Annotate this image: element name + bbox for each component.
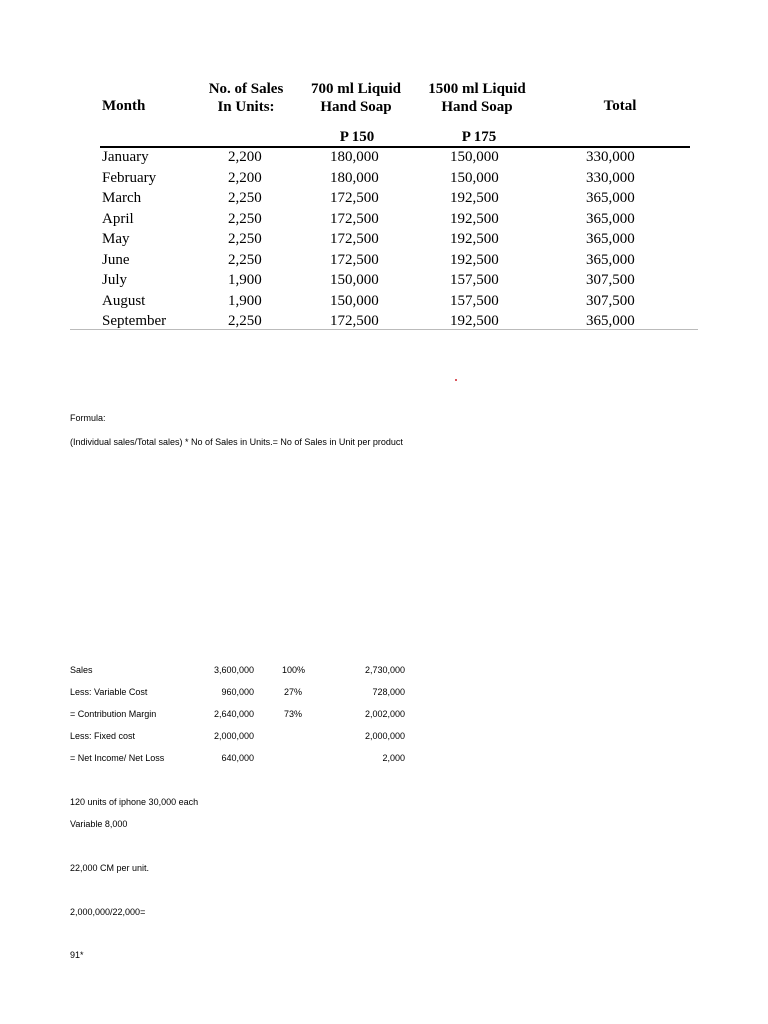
note-result: 91* [70, 950, 84, 960]
cell-month: January [102, 149, 149, 165]
header-month: Month [102, 98, 146, 114]
statement-percent: 73% [283, 709, 302, 719]
cell-month: February [102, 169, 157, 186]
cell-month: May [102, 231, 130, 247]
header-1500ml-line1: 1500 ml Liquid [428, 81, 526, 97]
cell-1500ml: 192,500 [450, 210, 499, 227]
statement-label: = Contribution Margin [70, 709, 157, 719]
header-700ml-line2: Hand Soap [320, 99, 392, 115]
cell-total: 365,000 [586, 210, 635, 227]
cell-total: 307,500 [586, 292, 635, 309]
cell-700ml: 180,000 [330, 169, 379, 186]
cell-total: 365,000 [586, 190, 635, 206]
note-cm: 22,000 CM per unit. [70, 863, 150, 873]
table-bottom-border [70, 329, 698, 330]
cell-total: 330,000 [586, 169, 635, 186]
cell-units: 1,900 [228, 272, 262, 288]
note-iphone: 120 units of iphone 30,000 each [70, 797, 199, 807]
cell-units: 2,250 [228, 210, 262, 227]
statement-amount-1: 2,640,000 [213, 709, 254, 719]
statement-row [70, 730, 430, 752]
income-statement [70, 664, 430, 774]
statement-label: Sales [70, 665, 93, 675]
cell-units: 2,250 [228, 251, 262, 268]
statement-amount-1: 3,600,000 [213, 665, 254, 675]
price-700ml: P 150 [339, 129, 375, 145]
header-units [208, 80, 284, 116]
cell-units: 2,250 [228, 313, 262, 329]
note-calc: 2,000,000/22,000= [70, 907, 146, 917]
cell-month: August [102, 292, 146, 309]
statement-percent: 100% [282, 665, 306, 675]
cell-700ml: 172,500 [330, 313, 379, 329]
table-row [70, 147, 698, 168]
table-body [70, 147, 698, 332]
cell-total: 365,000 [586, 231, 635, 247]
cell-700ml: 172,500 [330, 210, 379, 227]
cell-total: 307,500 [586, 272, 635, 288]
cell-700ml: 172,500 [330, 251, 379, 268]
statement-amount-1: 960,000 [221, 687, 254, 697]
cell-month: July [102, 272, 128, 288]
cell-units: 2,250 [228, 231, 262, 247]
cell-1500ml: 157,500 [450, 272, 499, 288]
statement-row [70, 708, 430, 730]
cell-700ml: 172,500 [330, 231, 379, 247]
cell-700ml: 180,000 [330, 149, 379, 165]
cell-1500ml: 192,500 [450, 231, 499, 247]
cell-month: March [102, 190, 142, 206]
table-row [70, 209, 698, 230]
statement-amount-2: 2,002,000 [364, 709, 405, 719]
statement-amount-2: 2,730,000 [364, 665, 405, 675]
cell-total: 330,000 [586, 149, 635, 165]
cell-1500ml: 192,500 [450, 190, 499, 206]
cell-total: 365,000 [586, 251, 635, 268]
table-row [70, 188, 698, 209]
cell-total: 365,000 [586, 313, 635, 329]
cell-1500ml: 150,000 [450, 149, 499, 165]
statement-row [70, 752, 430, 774]
cell-1500ml: 157,500 [450, 292, 499, 309]
header-700ml [306, 80, 406, 116]
cell-month: September [102, 313, 167, 329]
cell-1500ml: 192,500 [450, 313, 499, 329]
statement-amount-2: 2,000 [382, 753, 405, 763]
statement-label: Less: Variable Cost [70, 687, 148, 697]
cell-units: 2,200 [228, 149, 262, 165]
table-row [70, 270, 698, 291]
stray-dot [455, 379, 457, 381]
header-units-line2: In Units: [217, 99, 275, 115]
header-total: Total [603, 98, 637, 114]
statement-percent: 27% [283, 687, 302, 697]
header-units-line1: No. of Sales [208, 81, 284, 97]
table-row [70, 250, 698, 271]
statement-row [70, 686, 430, 708]
cell-700ml: 150,000 [330, 272, 379, 288]
formula-label: Formula: [70, 413, 106, 423]
cell-month: April [102, 210, 134, 227]
statement-amount-1: 2,000,000 [213, 731, 254, 741]
cell-1500ml: 192,500 [450, 251, 499, 268]
header-1500ml-line2: Hand Soap [441, 99, 513, 115]
cell-units: 2,250 [228, 190, 262, 206]
cell-700ml: 150,000 [330, 292, 379, 309]
table-row [70, 229, 698, 250]
statement-label: = Net Income/ Net Loss [70, 753, 165, 763]
price-1500ml: P 175 [461, 129, 497, 145]
statement-label: Less: Fixed cost [70, 731, 136, 741]
cell-700ml: 172,500 [330, 190, 379, 206]
header-700ml-line1: 700 ml Liquid [310, 81, 402, 97]
statement-row [70, 664, 430, 686]
header-1500ml [422, 80, 532, 116]
statement-amount-2: 728,000 [372, 687, 405, 697]
note-variable: Variable 8,000 [70, 819, 128, 829]
table-row [70, 168, 698, 189]
cell-units: 2,200 [228, 169, 262, 186]
cell-1500ml: 150,000 [450, 169, 499, 186]
cell-units: 1,900 [228, 292, 262, 309]
statement-amount-2: 2,000,000 [364, 731, 405, 741]
cell-month: June [102, 251, 130, 268]
table-row [70, 291, 698, 312]
statement-amount-1: 640,000 [221, 753, 254, 763]
formula-text: (Individual sales/Total sales) * No of Sales in Units.= No of Sales in Unit per product [70, 437, 403, 447]
